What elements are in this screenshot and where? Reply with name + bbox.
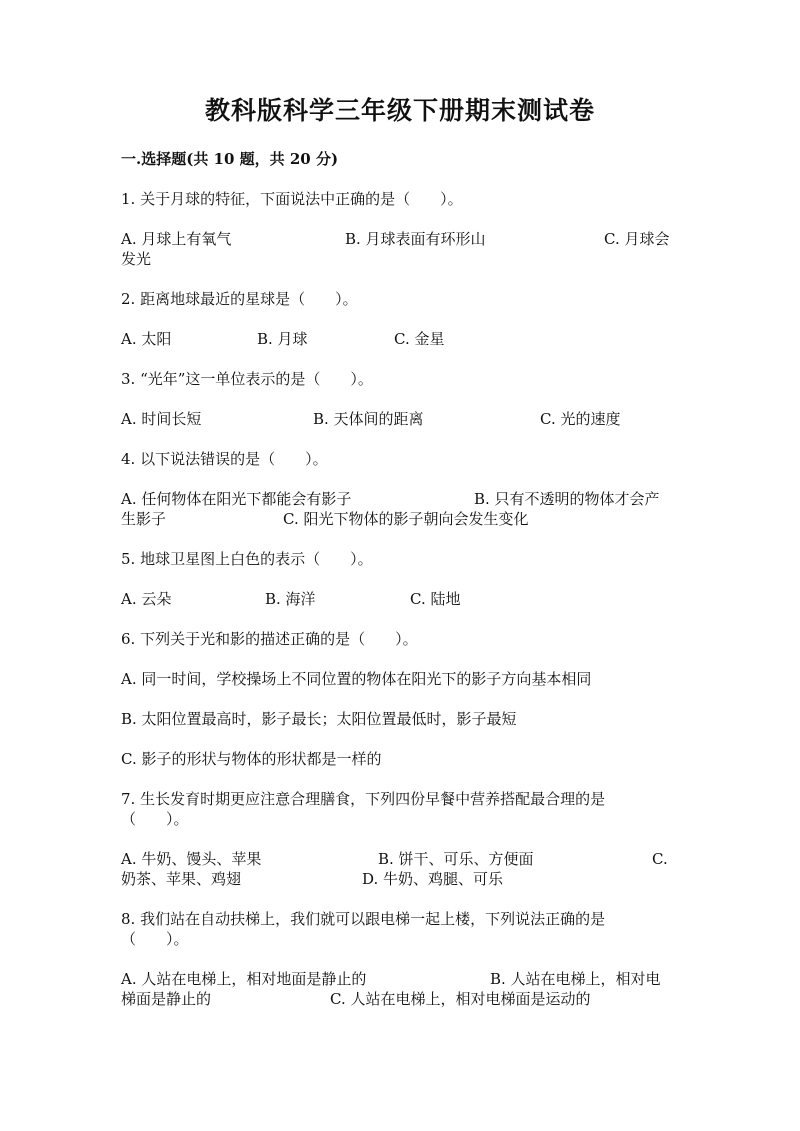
question-6-stem: 6. 下列关于光和影的描述正确的是（ ）。 bbox=[121, 630, 418, 648]
question-5-option-c: C. 陆地 bbox=[410, 590, 461, 608]
question-7-option-c-cont: 奶茶、苹果、鸡翅 bbox=[121, 870, 242, 888]
question-4-option-b-cont: 生影子 bbox=[121, 510, 167, 528]
question-5-option-a: A. 云朵 bbox=[121, 590, 172, 608]
question-8-stem: 8. 我们站在自动扶梯上，我们就可以跟电梯一起上楼，下列说法正确的是 bbox=[121, 910, 606, 928]
question-7-option-b: B. 饼干、可乐、方便面 bbox=[378, 850, 534, 868]
question-3-option-b: B. 天体间的距离 bbox=[313, 410, 424, 428]
question-7-stem-cont: （ ）。 bbox=[121, 810, 189, 828]
question-8-option-b-cont: 梯面是静止的 bbox=[121, 990, 212, 1008]
question-5-option-b: B. 海洋 bbox=[265, 590, 316, 608]
question-8-option-c: C. 人站在电梯上，相对电梯面是运动的 bbox=[330, 990, 591, 1008]
question-8-option-b: B. 人站在电梯上，相对电 bbox=[490, 970, 661, 988]
question-8-stem-cont: （ ）。 bbox=[121, 930, 189, 948]
question-7-option-c: C. bbox=[652, 850, 668, 868]
question-4-option-a: A. 任何物体在阳光下都能会有影子 bbox=[121, 490, 352, 508]
question-3-stem: 3. “光年”这一单位表示的是（ ）。 bbox=[121, 370, 373, 388]
question-8-option-a: A. 人站在电梯上，相对地面是静止的 bbox=[121, 970, 367, 988]
question-6-option-c: C. 影子的形状与物体的形状都是一样的 bbox=[121, 750, 382, 768]
question-3-option-a: A. 时间长短 bbox=[121, 410, 202, 428]
question-4-option-b: B. 只有不透明的物体才会产 bbox=[474, 490, 660, 508]
question-7-option-d: D. 牛奶、鸡腿、可乐 bbox=[362, 870, 504, 888]
question-4-stem: 4. 以下说法错误的是（ ）。 bbox=[121, 450, 328, 468]
question-6-option-b: B. 太阳位置最高时，影子最长；太阳位置最低时，影子最短 bbox=[121, 710, 517, 728]
question-2-option-c: C. 金星 bbox=[394, 330, 445, 348]
question-7-option-a: A. 牛奶、馒头、苹果 bbox=[121, 850, 262, 868]
question-2-stem: 2. 距离地球最近的星球是（ ）。 bbox=[121, 290, 358, 308]
question-1-option-c-cont: 发光 bbox=[121, 250, 152, 268]
question-2-option-b: B. 月球 bbox=[257, 330, 308, 348]
question-1-option-a: A. 月球上有氧气 bbox=[121, 230, 232, 248]
question-7-stem: 7. 生长发育时期更应注意合理膳食，下列四份早餐中营养搭配最合理的是 bbox=[121, 790, 606, 808]
question-4-option-c: C. 阳光下物体的影子朝向会发生变化 bbox=[283, 510, 529, 528]
question-6-option-a: A. 同一时间，学校操场上不同位置的物体在阳光下的影子方向基本相同 bbox=[121, 670, 592, 688]
question-1-option-b: B. 月球表面有环形山 bbox=[345, 230, 486, 248]
question-3-option-c: C. 光的速度 bbox=[540, 410, 621, 428]
question-1-stem: 1. 关于月球的特征，下面说法中正确的是（ ）。 bbox=[121, 190, 463, 208]
question-5-stem: 5. 地球卫星图上白色的表示（ ）。 bbox=[121, 550, 373, 568]
question-1-option-c: C. 月球会 bbox=[604, 230, 670, 248]
section-heading: 一.选择题(共 10 题，共 20 分) bbox=[121, 150, 339, 168]
question-2-option-a: A. 太阳 bbox=[121, 330, 172, 348]
page-title: 教科版科学三年级下册期末测试卷 bbox=[204, 96, 595, 125]
